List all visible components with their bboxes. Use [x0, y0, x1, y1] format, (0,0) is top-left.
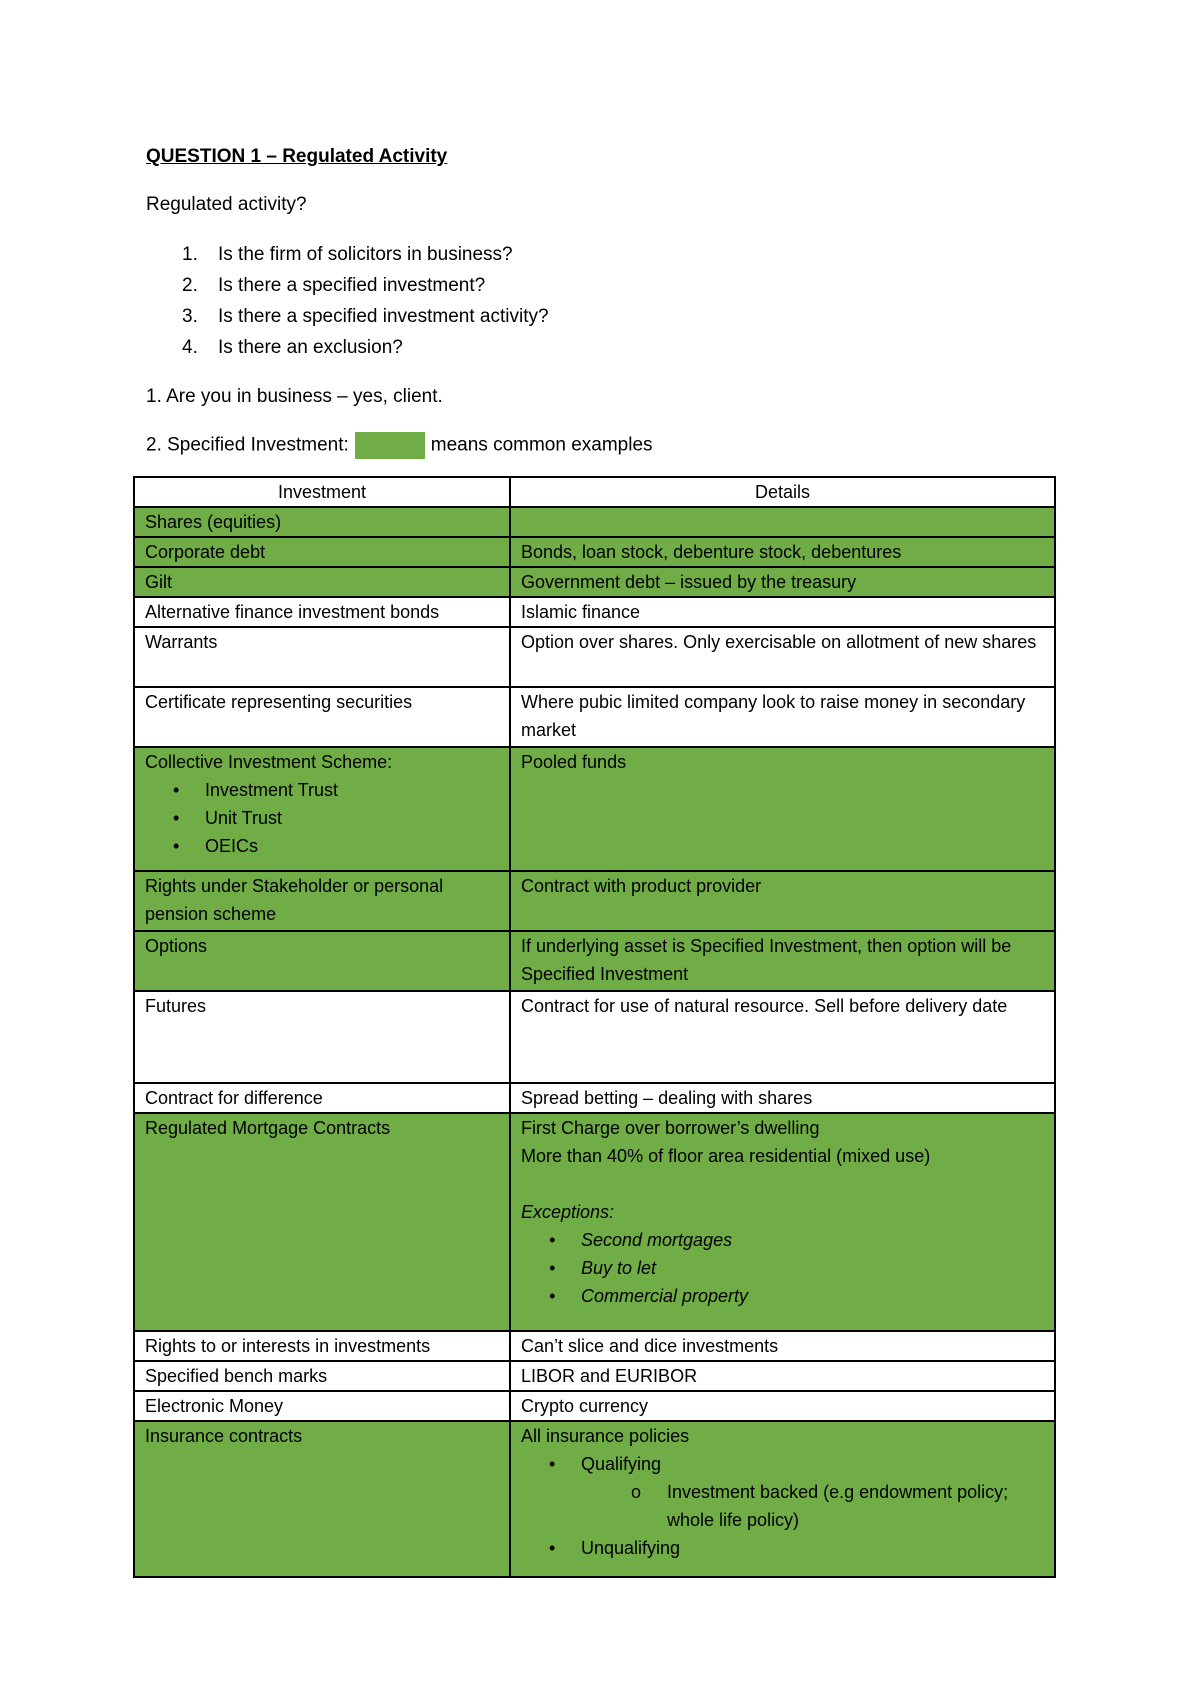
scheme-list [145, 776, 499, 860]
details-cell: Spread betting – dealing with shares [510, 1083, 1055, 1113]
table-row [134, 1361, 1055, 1391]
details-cell: Pooled funds [510, 747, 1055, 871]
table-row [134, 1391, 1055, 1421]
list-item: • OEICs [205, 832, 499, 860]
investment-cell: Rights under Stakeholder or personal pension scheme [134, 871, 510, 931]
table-row [134, 1331, 1055, 1361]
investment-cell: Options [134, 931, 510, 991]
details-cell [510, 1421, 1055, 1577]
table-row [134, 1083, 1055, 1113]
table-row [134, 597, 1055, 627]
list-item: • Second mortgages [581, 1226, 1044, 1254]
table-row [134, 1421, 1055, 1577]
list-item: • Buy to let [581, 1254, 1044, 1282]
investment-cell: Rights to or interests in investments [134, 1331, 510, 1361]
investment-cell: Insurance contracts [134, 1421, 510, 1577]
policy-sublist [521, 1478, 1044, 1534]
list-item: • Unqualifying [581, 1534, 1044, 1562]
answer-prefix: 2. Specified Investment: [146, 434, 349, 456]
list-item: • Qualifying [581, 1450, 1044, 1478]
investment-cell: Shares (equities) [134, 507, 510, 537]
table-row [134, 931, 1055, 991]
investment-label: Collective Investment Scheme: [145, 752, 393, 772]
details-cell: Contract with product provider [510, 871, 1055, 931]
details-cell: Crypto currency [510, 1391, 1055, 1421]
table-row [134, 747, 1055, 871]
answer-line-2 [146, 432, 653, 459]
table-header-row [134, 477, 1055, 507]
table-row [134, 687, 1055, 747]
document-page: QUESTION 1 – Regulated Activity Regulated activity? 1. Is the firm of solicitors in business? 2. Is there a specified investment? 3. Is there a specified investment activity? 4. Is there an exclusion? 1. Are you in business – yes, client. 2. Specified Investment: means common examples Investment Details Shares (equities) Corporate debt Bonds, loan stock, debenture stock, debentures Gilt Government debt – issued by the treasury Alternative finance investment bonds Islamic finance Warrants Option over shares. Only exercisable on allotment of new shares Certificate representing securities Where pubic limited company look to raise money in secondary market Collective Investment Scheme: • Investment Trust • Unit Trust • OEICs Pooled funds Rights under Stakeholder or personal pension scheme Contract with product provider Options If underlying asset is Specified Investment, then option will be Specified Investment Futures Contract for use of natural resource. Sell before delivery date Contract for difference Spread betting – dealing with shares Regulated Mortgage Contracts First Charge over borrower’s dwelling More than 40% of floor area residential (mixed use) Exceptions: • Second mortgages • Buy to let • Commercial property Rights to or interests in investments Can’t slice and dice investments Specified bench marks LIBOR and EURIBOR Electronic Money Crypto currency Insurance contracts All insurance policies • Qualifying o Investment backed (e.g endowment policy; whole life policy) • Unqualifying [0, 0, 1200, 1698]
investment-cell: Certificate representing securities [134, 687, 510, 747]
details-cell: LIBOR and EURIBOR [510, 1361, 1055, 1391]
details-line: First Charge over borrower’s dwelling [521, 1118, 820, 1138]
table-row [134, 627, 1055, 687]
details-line: All insurance policies [521, 1426, 690, 1446]
list-item: o Investment backed (e.g endowment policy; whole life policy) [667, 1478, 1044, 1534]
investment-cell: Gilt [134, 567, 510, 597]
details-cell: Option over shares. Only exercisable on allotment of new shares [510, 627, 1055, 687]
table-row [134, 507, 1055, 537]
color-legend-swatch [355, 432, 425, 459]
column-header: Details [510, 477, 1055, 507]
investment-cell: Corporate debt [134, 537, 510, 567]
details-cell: Government debt – issued by the treasury [510, 567, 1055, 597]
investment-cell: Electronic Money [134, 1391, 510, 1421]
details-cell: Islamic finance [510, 597, 1055, 627]
answer-line-1: 1. Are you in business – yes, client. [146, 386, 443, 407]
details-cell: If underlying asset is Specified Investment, then option will be Specified Investment [510, 931, 1055, 991]
column-header: Investment [134, 477, 510, 507]
investment-cell: Warrants [134, 627, 510, 687]
list-item: • Unit Trust [205, 804, 499, 832]
investment-cell: Regulated Mortgage Contracts [134, 1113, 510, 1331]
table-row [134, 537, 1055, 567]
details-cell: Where pubic limited company look to raise money in secondary market [510, 687, 1055, 747]
policy-list [521, 1534, 1044, 1562]
details-cell [510, 1113, 1055, 1331]
table-row [134, 871, 1055, 931]
investment-cell: Contract for difference [134, 1083, 510, 1113]
investment-cell [134, 747, 510, 871]
details-line: More than 40% of floor area residential (mixed use) [521, 1146, 931, 1166]
investment-cell: Specified bench marks [134, 1361, 510, 1391]
investment-cell: Alternative finance investment bonds [134, 597, 510, 627]
list-item: • Investment Trust [205, 776, 499, 804]
table-row [134, 1113, 1055, 1331]
details-cell: Contract for use of natural resource. Sell before delivery date [510, 991, 1055, 1083]
page-title: QUESTION 1 – Regulated Activity [146, 146, 448, 167]
section-subtitle: Regulated activity? [146, 194, 307, 215]
details-cell [510, 507, 1055, 537]
table-row [134, 567, 1055, 597]
policy-list [521, 1450, 1044, 1478]
details-cell: Bonds, loan stock, debenture stock, debentures [510, 537, 1055, 567]
list-item: • Commercial property [581, 1282, 1044, 1310]
investment-cell: Futures [134, 991, 510, 1083]
exceptions-label: Exceptions: [521, 1202, 615, 1222]
exceptions-list [521, 1226, 1044, 1310]
answer-suffix: means common examples [430, 434, 653, 456]
details-cell: Can’t slice and dice investments [510, 1331, 1055, 1361]
investment-table [133, 476, 1056, 1578]
table-row [134, 991, 1055, 1083]
